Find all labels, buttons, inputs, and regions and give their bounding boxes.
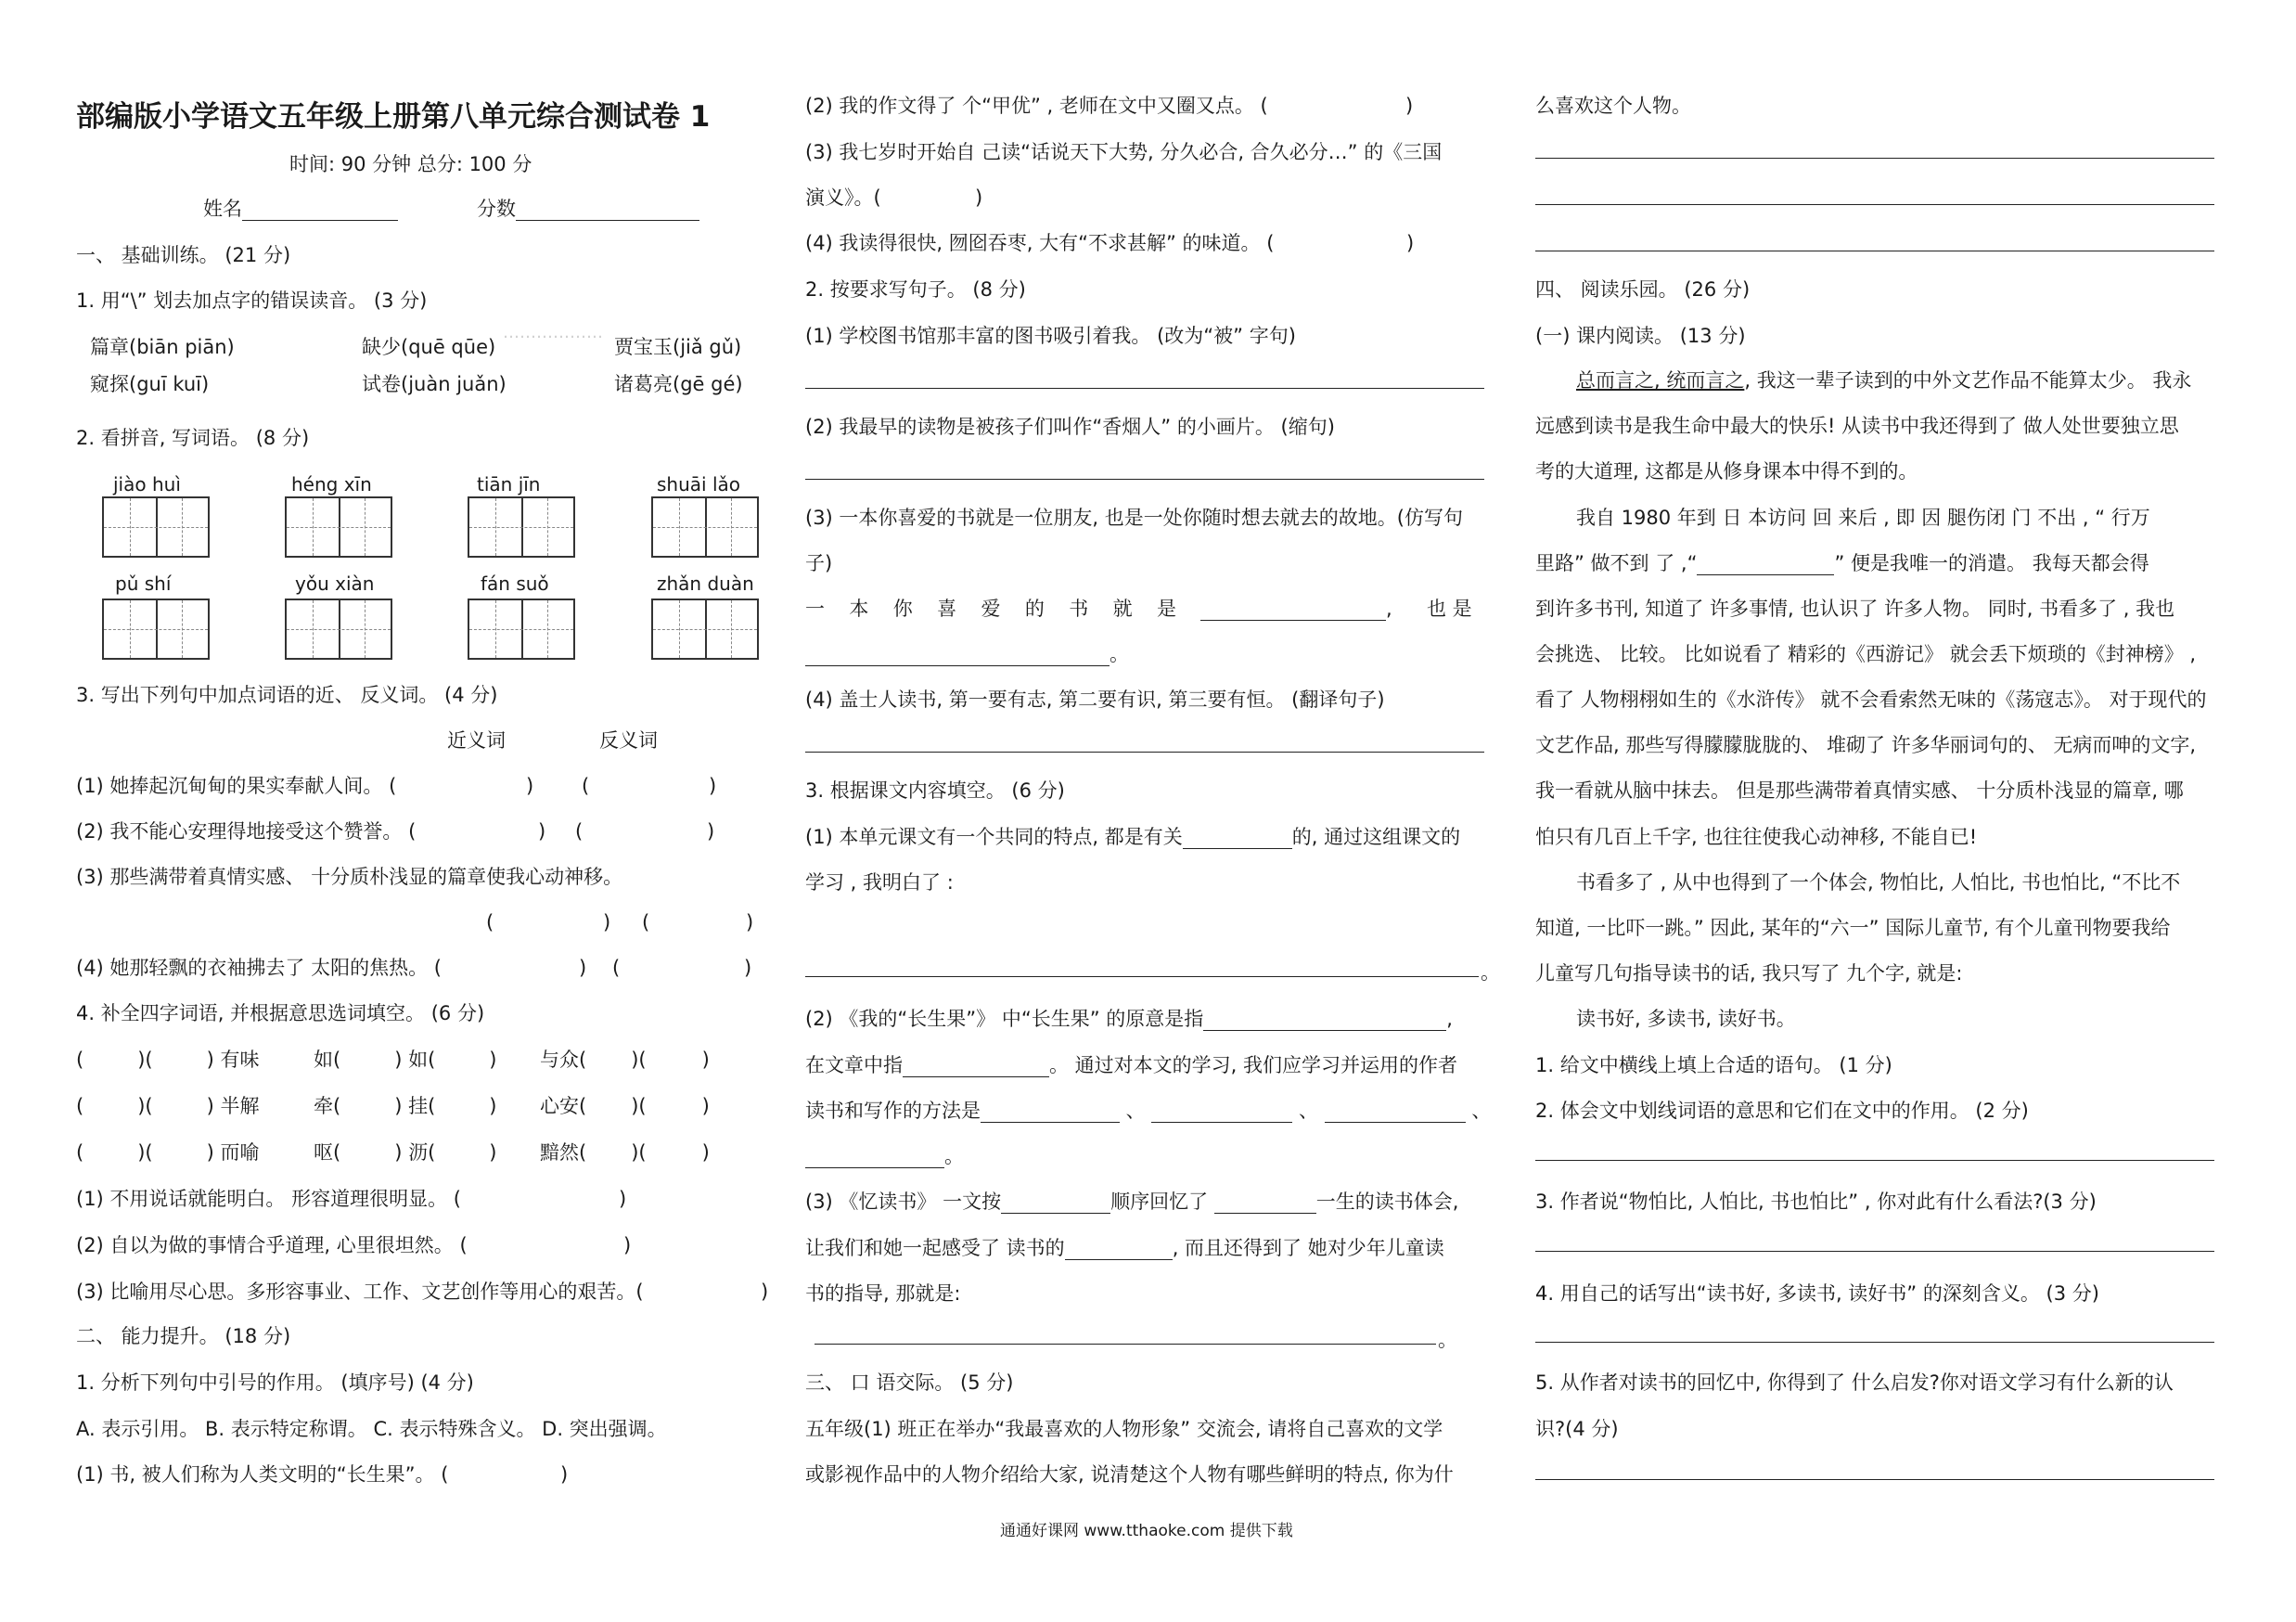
idiom-row-3b[interactable]: 呕( ) 沥( ) xyxy=(314,1141,497,1164)
answer-line[interactable] xyxy=(1535,204,2214,205)
footer-credit: 通通好课网 www.tthaoke.com 提供下载 xyxy=(1000,1522,1293,1540)
paren-close: ) xyxy=(1405,95,1414,117)
pinyin-label: héng xīn xyxy=(291,473,372,496)
part4-heading: 四、 阅读乐园。 (26 分) xyxy=(1535,278,1751,301)
paren-close: ) xyxy=(1406,232,1415,254)
p2-q2-sentence-1: (1) 学校图书馆那丰富的图书吸引着我。 (改为“被” 字句) xyxy=(805,325,1296,347)
p2-q3-sentence-1: (1) 本单元课文有一个共同的特点, 都是有关 的, 通过这组课文的 xyxy=(805,826,1461,848)
underlined-phrase: 总而言之, 统而言之 xyxy=(1576,369,1745,392)
passage-line: 里路” 做不到 了 ,“ ” 便是我唯一的消遣。 我每天都会得 xyxy=(1535,552,2149,574)
p2-q3-sentence-3a: (3) 《忆读书》 一文按 顺序回忆了 一生的读书体会, xyxy=(805,1191,1459,1213)
passage-line: 到许多书刊, 知道了 许多事情, 也认识了 许多人物。 同时, 书看多了 , 我也 xyxy=(1535,598,2175,620)
paren-close: ) xyxy=(746,911,754,933)
passage-line: 总而言之, 统而言之, 我这一辈子读到的中外文艺作品不能算太少。 我永 xyxy=(1576,369,2192,392)
paren-open: ( xyxy=(582,775,590,797)
pinyin-label: pǔ shí xyxy=(115,573,172,595)
score-field[interactable] xyxy=(477,198,699,221)
reading-item[interactable]: 贾宝玉(jiǎ gǔ) xyxy=(614,336,742,358)
p2-q3-sentence-2b: 在文章中指 。 通过对本文的学习, 我们应学习并运用的作者 xyxy=(805,1054,1458,1076)
p2-q2-sentence-4: (4) 盖士人读书, 第一要有志, 第二要有识, 第三要有恒。 (翻译句子) xyxy=(805,689,1385,711)
paren-close: ) xyxy=(538,820,546,843)
period: 。 xyxy=(1438,1329,1457,1351)
passage-line: 儿童写几句指导读书的话, 我只写了 九个字, 就是: xyxy=(1535,962,1963,985)
writing-box[interactable] xyxy=(468,496,575,558)
passage-line: 书看多了 , 从中也得到了一个体会, 物怕比, 人怕比, 书也怕比, “不比不 xyxy=(1576,871,2181,894)
part3-paragraph-1: 五年级(1) 班正在举办“我最喜欢的人物形象” 交流会, 请将自己喜欢的文学 xyxy=(805,1418,1443,1440)
fill-blank[interactable] xyxy=(981,1101,1120,1123)
p2-q1-sentence-1: (1) 书, 被人们称为人类文明的“长生果”。 ( xyxy=(76,1463,449,1486)
p4-q4: 4. 用自己的话写出“读书好, 多读书, 读好书” 的深刻含义。 (3 分) xyxy=(1535,1282,2099,1305)
p2-q2-sentence-2: (2) 我最早的读物是被孩子们叫作“香烟人” 的小画片。 (缩句) xyxy=(805,416,1335,438)
paren-close: ) xyxy=(707,820,715,843)
pinyin-label: fán suǒ xyxy=(481,573,549,595)
paren-close: ) xyxy=(709,775,717,797)
period: 。 xyxy=(1481,961,1500,984)
p2-q1-options: A. 表示引用。 B. 表示特定称谓。 C. 表示特殊含义。 D. 突出强调。 xyxy=(76,1418,667,1440)
near-synonym-header: 近义词 xyxy=(447,729,506,752)
answer-line[interactable] xyxy=(805,752,1484,753)
answer-line[interactable] xyxy=(805,388,1484,389)
fill-blank[interactable] xyxy=(1151,1101,1292,1123)
part1-heading: 一、 基础训练。 (21 分) xyxy=(76,244,291,266)
p2-q3-sentence-3f: 书的指导, 那就是: xyxy=(805,1282,961,1305)
p4-q5b: 识?(4 分) xyxy=(1535,1418,1619,1440)
imitation-blank-2[interactable]: 。 xyxy=(805,643,1129,666)
q3-sentence-3: (3) 那些满带着真情实感、 十分质朴浅显的篇章使我心动神移。 xyxy=(76,866,623,888)
writing-box[interactable] xyxy=(285,496,392,558)
passage-line: 文艺作品, 那些写得朦朦胧胧的、 堆砌了 许多华丽词句的、 无病而呻的文字, xyxy=(1535,734,2197,756)
p4-q3: 3. 作者说“物怕比, 人怕比, 书也怕比” , 你对此有什么看法?(3 分) xyxy=(1535,1191,2097,1213)
p2-q3-sentence-2e: 。 xyxy=(805,1145,964,1168)
fill-blank[interactable] xyxy=(1183,828,1292,849)
part3-paragraph-2: 或影视作品中的人物介绍给大家, 说清楚这个人物有哪些鲜明的特点, 你为什 xyxy=(805,1463,1454,1486)
fill-blank[interactable] xyxy=(1214,1192,1316,1214)
fill-blank[interactable] xyxy=(805,1147,944,1168)
paren-close: ) xyxy=(623,1234,632,1256)
paren-close: ) xyxy=(761,1281,769,1303)
p4-q5a: 5. 从作者对读书的回忆中, 你得到了 什么启发?你对语文学习有什么新的认 xyxy=(1535,1371,2174,1394)
p2-q3-stem: 3. 根据课文内容填空。 (6 分) xyxy=(805,779,1065,802)
q1-stem: 1. 用“\” 划去加点字的错误读音。 (3 分) xyxy=(76,290,428,312)
idiom-row-1b[interactable]: 如( ) 如( ) xyxy=(314,1049,497,1071)
passage-line: 知道, 一比吓一跳。” 因此, 某年的“六一” 国际儿童节, 有个儿童刊物要我给 xyxy=(1535,917,2171,939)
idiom-row-2c[interactable]: 心安( )( ) xyxy=(540,1095,710,1117)
reading-item[interactable]: 试卷(juàn juǎn) xyxy=(362,373,507,395)
p2-q3-sentence-3d: 让我们和她一起感受了 读书的 , 而且还得到了 她对少年儿童读 xyxy=(805,1237,1444,1259)
passage-line: 怕只有几百上千字, 也往往使我心动神移, 不能自已! xyxy=(1535,826,1978,848)
writing-box[interactable] xyxy=(468,599,575,660)
idiom-row-2[interactable]: ( )( ) 半解 xyxy=(76,1095,260,1117)
idiom-row-3c[interactable]: 黯然( )( ) xyxy=(540,1141,710,1164)
answer-line[interactable] xyxy=(1535,1251,2214,1252)
q4-meaning-3: (3) 比喻用尽心思。多形容事业、工作、文艺创作等用心的艰苦。( xyxy=(76,1281,644,1303)
part4-subheading: (一) 课内阅读。 (13 分) xyxy=(1535,325,1746,347)
passage-line: 我一看就从脑中抹去。 但是那些满带着真情实感、 十分质朴浅显的篇章, 哪 xyxy=(1535,779,2184,802)
writing-box[interactable] xyxy=(102,599,210,660)
time-score: 时间: 90 分钟 总分: 100 分 xyxy=(289,153,532,175)
reading-item[interactable]: 篇章(biān piān) xyxy=(90,336,235,358)
imitation-sentence-tail: 也 是 xyxy=(1427,598,1472,620)
score-blank[interactable] xyxy=(516,200,699,221)
p2-q3-sentence-1c: 学习 , 我明白了 : xyxy=(805,871,954,894)
q4-meaning-1: (1) 不用说话就能明白。 形容道理很明显。 ( xyxy=(76,1188,461,1210)
p2-q3-sentence-2d: 读书和写作的方法是 、 、 、 xyxy=(805,1100,1492,1122)
paren-close: ) xyxy=(975,187,983,209)
part3-heading: 三、 口 语交际。 (5 分) xyxy=(805,1371,1014,1394)
writing-box[interactable] xyxy=(285,599,392,660)
paren-close: ) xyxy=(526,775,534,797)
reading-item[interactable]: 诸葛亮(gē gé) xyxy=(614,373,743,395)
p4-q2: 2. 体会文中划线词语的意思和它们在文中的作用。 (2 分) xyxy=(1535,1100,2029,1122)
q3-sentence-2: (2) 我不能心安理得地接受这个赞誉。 ( xyxy=(76,820,417,843)
q3-sentence-4: (4) 她那轻飘的衣袖拂去了 太阳的焦热。 ( xyxy=(76,957,442,979)
p2-q1-sentence-2: (2) 我的作文得了 个“甲优” , 老师在文中又圈又点。 ( xyxy=(805,95,1268,117)
answer-line[interactable] xyxy=(1535,158,2214,159)
answer-line[interactable] xyxy=(805,976,1479,977)
answer-line[interactable] xyxy=(1535,1160,2214,1161)
p2-q2-stem: 2. 按要求写句子。 (8 分) xyxy=(805,278,1026,301)
p2-q2-sentence-3a: (3) 一本你喜爱的书就是一位朋友, 也是一处你随时想去就去的故地。(仿写句 xyxy=(805,507,1463,529)
imitation-sentence: 一 本 你 喜 爱 的 书 就 是 xyxy=(805,598,1176,620)
answer-line[interactable] xyxy=(815,1344,1436,1345)
p2-q3-sentence-2a: (2) 《我的“长生果”》 中“长生果” 的原意是指 , xyxy=(805,1008,1453,1030)
paren-open: ( xyxy=(612,957,621,979)
part2-heading: 二、 能力提升。 (18 分) xyxy=(76,1325,291,1347)
pinyin-label: tiān jīn xyxy=(477,473,541,496)
score-label: 分数 xyxy=(477,198,516,220)
p2-q1-stem: 1. 分析下列句中引号的作用。 (填序号) (4 分) xyxy=(76,1371,474,1394)
pinyin-label: yǒu xiàn xyxy=(295,573,375,595)
passage-line: 我自 1980 年到 日 本访问 回 来后 , 即 因 腿伤闭 门 不出 , “ 行万 xyxy=(1576,507,2150,529)
passage-line: 会挑选、 比较。 比如说看了 精彩的《西游记》 就会丢下烦琐的《封神榜》 , xyxy=(1535,643,2197,665)
idiom-row-1[interactable]: ( )( ) 有味 xyxy=(76,1049,260,1071)
q3-stem: 3. 写出下列句中加点词语的近、 反义词。 (4 分) xyxy=(76,684,498,706)
p2-q1-sentence-3b: 演义》。( xyxy=(805,187,881,209)
answer-line[interactable] xyxy=(1535,1342,2214,1343)
reading-item[interactable]: 窥探(guī kuī) xyxy=(90,373,210,395)
answer-line[interactable] xyxy=(1535,1479,2214,1480)
paren-open: ( xyxy=(575,820,584,843)
q2-stem: 2. 看拼音, 写词语。 (8 分) xyxy=(76,427,310,449)
idiom-row-1c[interactable]: 与众( )( ) xyxy=(540,1049,710,1071)
antonym-header: 反义词 xyxy=(599,729,658,752)
paren-open: ( xyxy=(642,911,650,933)
pinyin-label: zhǎn duàn xyxy=(657,573,754,595)
q4-stem: 4. 补全四字词语, 并根据意思选词填空。 (6 分) xyxy=(76,1002,485,1024)
fill-blank[interactable] xyxy=(1697,554,1834,575)
fill-blank[interactable] xyxy=(903,1056,1049,1077)
writing-box[interactable] xyxy=(651,496,759,558)
paren-close: ) xyxy=(603,911,611,933)
passage-line: 远感到读书是我生命中最大的快乐! 从读书中我还得到了 做人处世要独立思 xyxy=(1535,415,2179,437)
writing-box[interactable] xyxy=(102,496,210,558)
part3-paragraph-3: 么喜欢这个人物。 xyxy=(1535,95,1691,117)
fill-blank[interactable] xyxy=(1001,1192,1110,1214)
idiom-row-3[interactable]: ( )( ) 而喻 xyxy=(76,1141,260,1164)
name-blank[interactable] xyxy=(242,200,398,221)
q4-meaning-2: (2) 自以为做的事情合乎道理, 心里很坦然。 ( xyxy=(76,1234,468,1256)
q3-sentence-1: (1) 她捧起沉甸甸的果实奉献人间。 ( xyxy=(76,775,397,797)
fill-blank[interactable] xyxy=(1325,1101,1466,1123)
p2-q1-sentence-3a: (3) 我七岁时开始自 己读“话说天下大势, 分久必合, 合久必分…” 的《三国 xyxy=(805,141,1443,163)
name-field[interactable] xyxy=(203,198,398,221)
fill-blank[interactable] xyxy=(1203,1010,1446,1031)
paren-close: ) xyxy=(744,957,752,979)
passage-line: 看了 人物栩栩如生的《水浒传》 就不会看索然无味的《荡寇志》。 对于现代的 xyxy=(1535,689,2207,711)
reading-item[interactable]: 缺少(quē qūe) xyxy=(362,336,496,358)
passage-line: 考的大道理, 这都是从修身课本中得不到的。 xyxy=(1535,460,1918,483)
paren-open: ( xyxy=(486,911,494,933)
pinyin-label: jiào huì xyxy=(113,473,181,496)
p2-q2-sentence-3b: 子) xyxy=(805,552,833,574)
idiom-row-2b[interactable]: 牵( ) 挂( ) xyxy=(314,1095,497,1117)
answer-line[interactable] xyxy=(805,479,1484,480)
name-label: 姓名 xyxy=(203,198,242,220)
background-noise-text: ……………… xyxy=(503,323,603,342)
fill-blank[interactable] xyxy=(1065,1239,1173,1260)
p2-q1-sentence-4: (4) 我读得很快, 囫囵吞枣, 大有“不求甚解” 的味道。 ( xyxy=(805,232,1275,254)
paren-close: ) xyxy=(579,957,587,979)
paren-close: ) xyxy=(619,1188,627,1210)
passage-motto: 读书好, 多读书, 读好书。 xyxy=(1576,1008,1796,1030)
pinyin-label: shuāi lǎo xyxy=(657,473,740,496)
writing-box[interactable] xyxy=(651,599,759,660)
page-title: 部编版小学语文五年级上册第八单元综合测试卷 1 xyxy=(76,100,711,134)
paren-close: ) xyxy=(560,1463,569,1486)
p4-q1: 1. 给文中横线上填上合适的语句。 (1 分) xyxy=(1535,1054,1892,1076)
imitation-blank-1[interactable]: , xyxy=(1200,598,1392,621)
